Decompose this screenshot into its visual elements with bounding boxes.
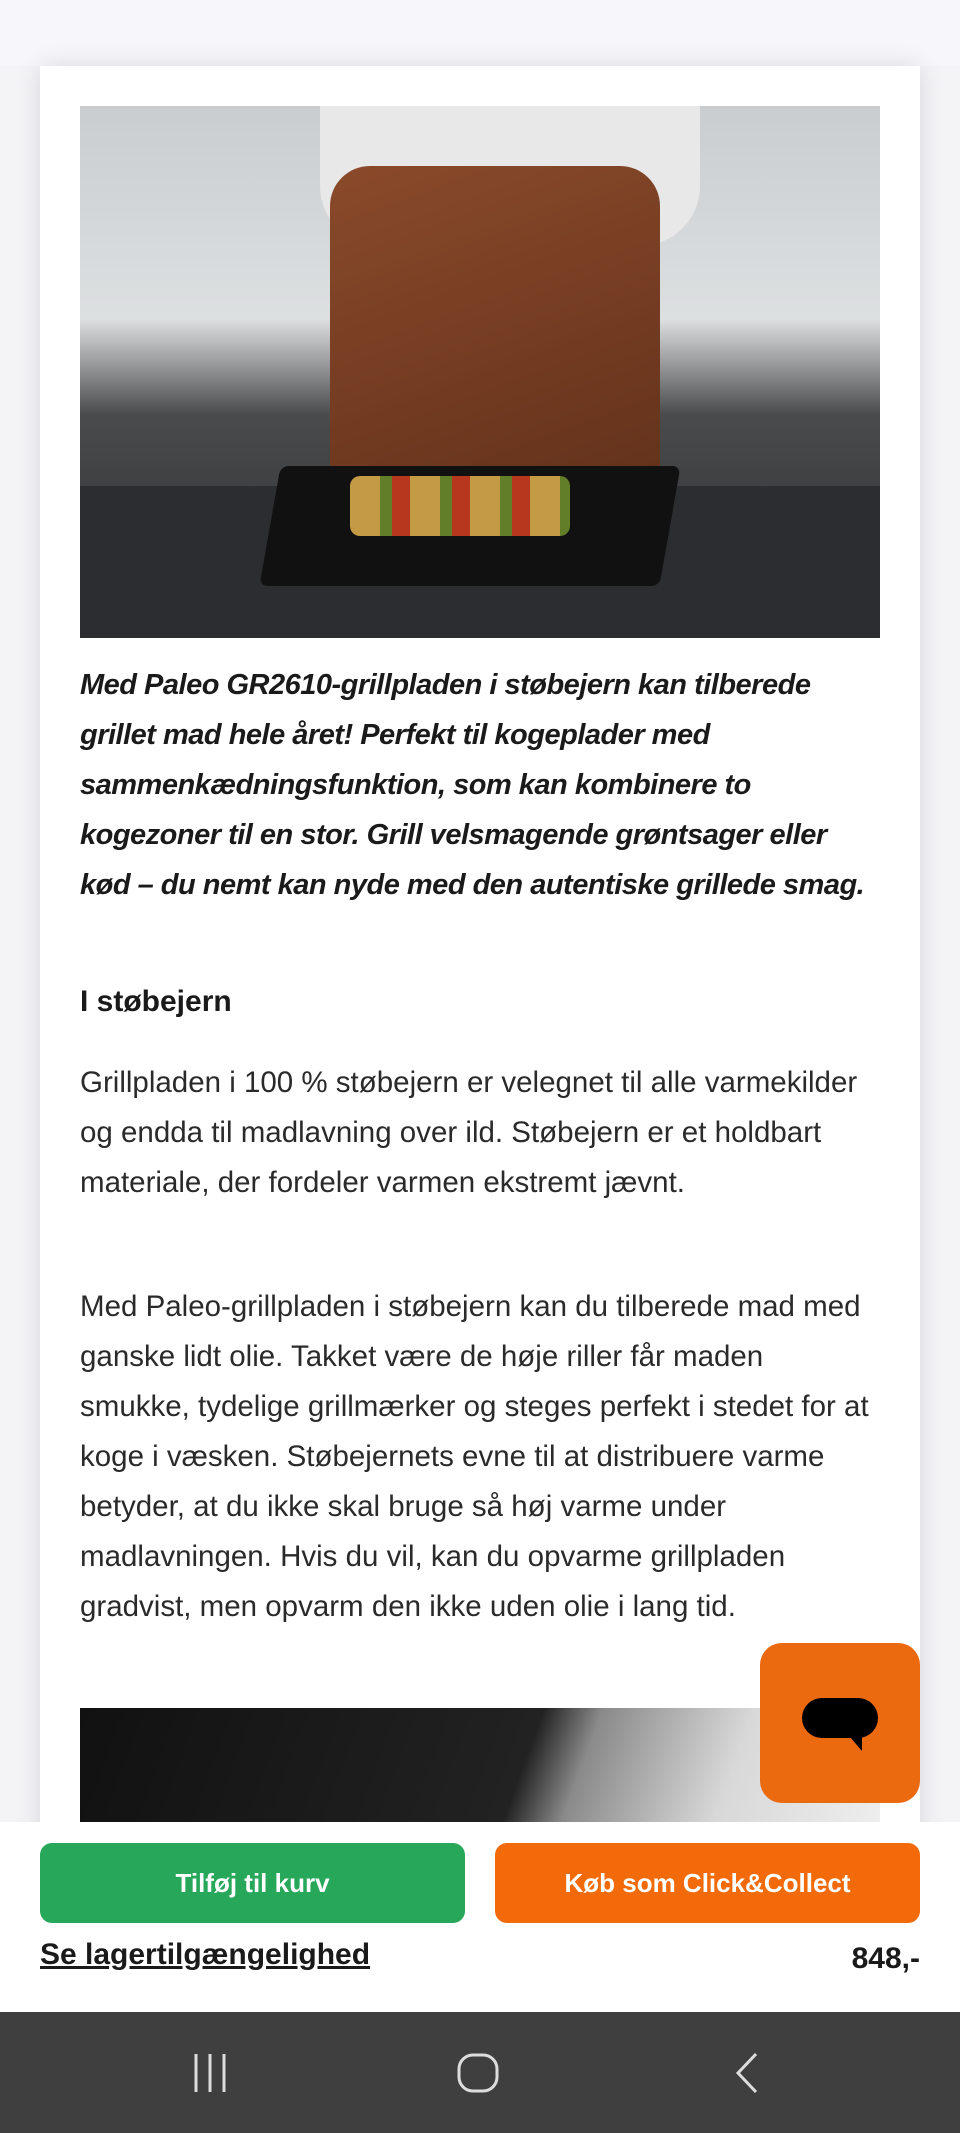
stock-availability-link[interactable]: Se lagertilgængelighed xyxy=(40,1938,371,1971)
price: 848,- xyxy=(851,1942,920,1975)
chat-bubble-tail xyxy=(850,1737,862,1751)
purchase-bar xyxy=(0,1822,960,2012)
image-food xyxy=(350,476,570,536)
paragraph: Med Paleo-grillpladen i støbejern kan du tilberede mad med ganske lidt olie. Takket være de høje riller får maden smukke, tydelige grillmærker og steges perfekt i stedet for at koge i væsken. Støbejernets evne til at distribuere varme betyder, at du ikke skal bruge så høj varme under madlavningen. Hvis du vil, kan du opvarme grillpladen gradvist, men opvarm den ikke uden olie i lang tid. xyxy=(80,1290,869,1623)
chat-bubble-icon xyxy=(802,1698,878,1738)
top-bar xyxy=(0,0,960,66)
android-nav-bar xyxy=(0,2012,960,2133)
click-collect-button[interactable]: Køb som Click&Collect xyxy=(495,1843,920,1923)
section-heading: I støbejern xyxy=(80,985,232,1018)
lead-paragraph: Med Paleo GR2610-grillpladen i støbejern kan tilberede grillet mad hele året! Perfekt til kogeplader med sammenkædningsfunktion, som kan kombinere to kogezoner til en stor. Grill velsmagende grøntsager eller kød – du nemt kan nyde med den autentiske grillede smag. xyxy=(80,669,865,901)
product-image-grill-plate xyxy=(80,106,880,638)
recent-apps-icon[interactable] xyxy=(190,2052,230,2099)
back-icon[interactable] xyxy=(732,2052,762,2099)
paragraph: Grillpladen i 100 % støbejern er velegnet til alle varmekilder og endda til madlavning over ild. Støbejern er et holdbart materiale, der fordeler varmen ekstremt jævnt. xyxy=(80,1066,858,1199)
home-icon[interactable] xyxy=(456,2052,500,2099)
add-to-cart-button[interactable]: Tilføj til kurv xyxy=(40,1843,465,1923)
chat-button[interactable] xyxy=(760,1643,920,1803)
